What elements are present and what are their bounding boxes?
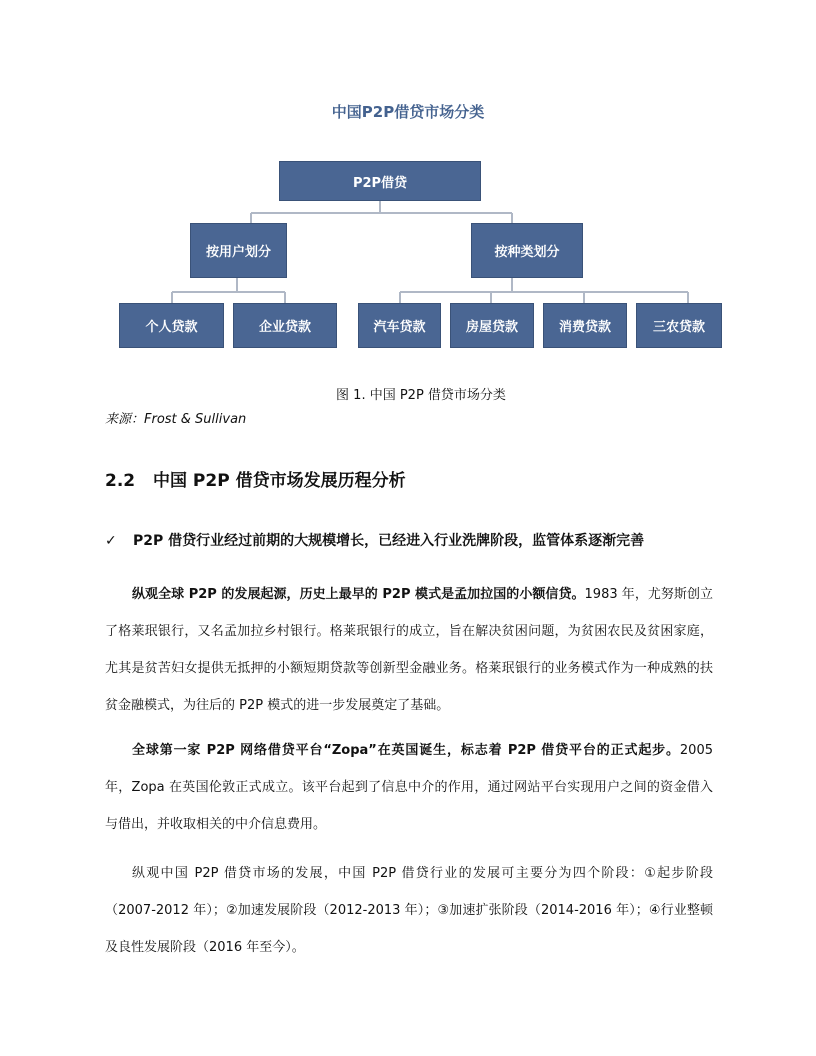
diagram-node-by-type: 按种类划分 [471,223,583,278]
diagram-node-leaf: 个人贷款 [119,303,224,348]
diagram-node-root: P2P借贷 [279,161,481,201]
checkmark-icon: ✓ [105,533,117,549]
paragraph-lead: 纵观全球 P2P 的发展起源，历史上最早的 P2P 模式是孟加拉国的小额信贷。 [132,587,585,602]
section-title-text: 中国 P2P 借贷市场发展历程分析 [153,471,406,491]
paragraph-body: 2005 年，Zopa 在英国伦敦正式成立。该平台起到了信息中介的作用，通过网站平台实现用户之间的资金借入与借出，并收取相关的中介信息费用。 [105,743,713,832]
paragraph [105,576,713,724]
paragraph-body: 1983 年，尤努斯创立了格莱珉银行，又名孟加拉乡村银行。格莱珉银行的成立，旨在解决贫困问题，为贫困农民及贫困家庭，尤其是贫苦妇女提供无抵押的小额短期贷款等创新型金融业务。格莱珉银行的业务模式作为一种成熟的扶贫金融模式，为往后的 P2P 模式的进一步发展奠定了基础。 [105,587,714,713]
paragraph [105,732,713,843]
section-number: 2.2 [105,471,136,491]
paragraph-lead: 全球第一家 P2P 网络借贷平台“Zopa”在英国诞生，标志着 P2P 借贷平台的正式起步。 [132,743,680,758]
section-heading [105,466,406,491]
diagram-node-leaf: 企业贷款 [233,303,337,348]
diagram-node-by-user: 按用户划分 [190,223,287,278]
diagram-title: 中国P2P借贷市场分类 [331,103,485,121]
key-point [105,530,644,550]
figure-caption: 图 1. 中国 P2P 借贷市场分类 [336,388,506,403]
diagram-node-leaf: 消费贷款 [543,303,627,348]
paragraph-body: 纵观中国 P2P 借贷市场的发展，中国 P2P 借贷行业的发展可主要分为四个阶段：①起步阶段（2007-2012 年）；②加速发展阶段（2012-2013 年）；③加速扩张阶段（2014-2016 年）；④行业整顿及良性发展阶段（2016 年至今）。 [105,866,713,955]
diagram-node-leaf: 汽车贷款 [358,303,441,348]
diagram-node-leaf: 三农贷款 [636,303,722,348]
paragraph [105,855,713,966]
key-point-text: P2P 借贷行业经过前期的大规模增长，已经进入行业洗牌阶段，监管体系逐渐完善 [133,533,645,549]
source-note: 来源：Frost & Sullivan [105,412,247,427]
diagram-node-leaf: 房屋贷款 [450,303,534,348]
